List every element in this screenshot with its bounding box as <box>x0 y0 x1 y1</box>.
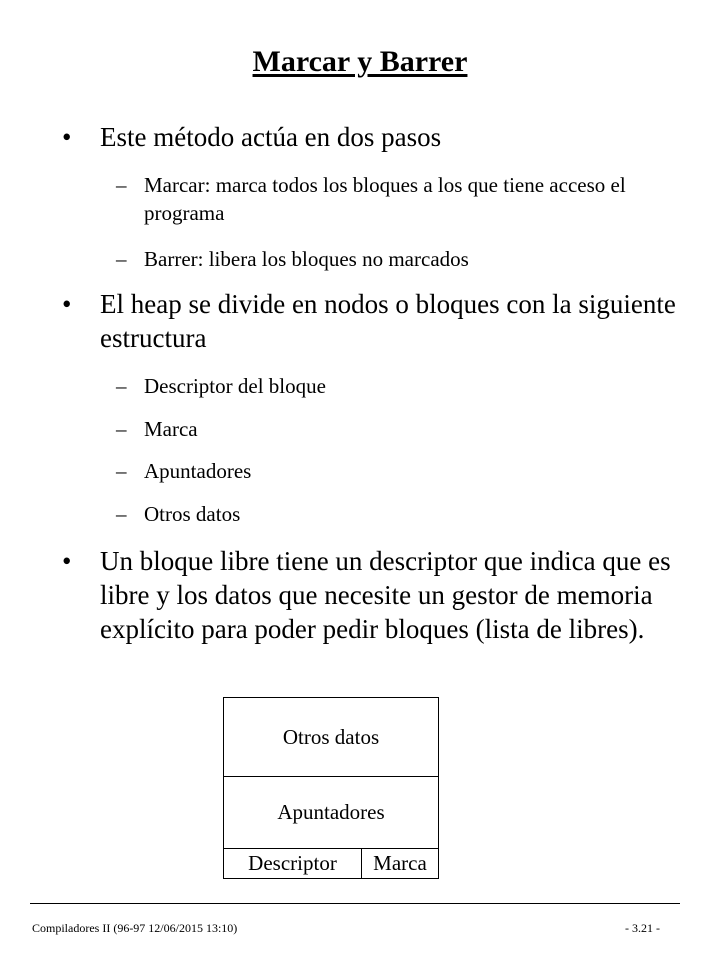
bullet-marker: • <box>62 122 72 152</box>
sub-item <box>116 457 686 485</box>
sub-item <box>116 415 686 443</box>
sub-marker: – <box>116 247 127 271</box>
diagram-cell-apuntadores: Apuntadores <box>224 777 438 849</box>
sub-item <box>116 500 686 528</box>
sub-text: Descriptor del bloque <box>144 374 326 398</box>
bullet-text: Este método actúa en dos pasos <box>100 122 442 152</box>
bullet-item <box>62 120 682 154</box>
diagram-cell-marca: Marca <box>373 851 427 875</box>
sub-text: Marcar: marca todos los bloques a los que tiene acceso el programa <box>144 173 626 225</box>
bullet-text: El heap se divide en nodos o bloques con la siguiente estructura <box>100 289 676 353</box>
sub-marker: – <box>116 502 127 526</box>
sub-item <box>116 245 686 273</box>
slide-title: Marcar y Barrer <box>252 45 468 78</box>
bullet-item <box>62 287 682 355</box>
sub-marker: – <box>116 173 127 197</box>
sub-text: Barrer: libera los bloques no marcados <box>144 247 469 271</box>
sub-item <box>116 372 686 400</box>
sub-marker: – <box>116 459 127 483</box>
bullet-marker: • <box>62 546 72 576</box>
sub-text: Apuntadores <box>144 459 252 483</box>
diagram-cell-descriptor: Descriptor <box>224 849 362 878</box>
diagram-cell-otros-datos: Otros datos <box>224 698 438 777</box>
sub-text: Otros datos <box>144 502 241 526</box>
bullet-item <box>62 544 682 646</box>
block-structure-diagram <box>223 697 439 879</box>
sub-item <box>116 171 686 227</box>
sub-marker: – <box>116 417 127 441</box>
bullet-text: Un bloque libre tiene un descriptor que indica que es libre y los datos que necesite un gestor de memoria explícito para poder pedir bloques (lista de libres). <box>100 546 671 644</box>
sub-text: Marca <box>144 417 198 441</box>
bullet-marker: • <box>62 289 72 319</box>
footer-course-info: Compiladores II (96-97 12/06/2015 13:10) <box>32 921 238 935</box>
footer-page-number: - 3.21 - <box>625 921 660 935</box>
footer-divider <box>30 903 680 904</box>
sub-marker: – <box>116 374 127 398</box>
